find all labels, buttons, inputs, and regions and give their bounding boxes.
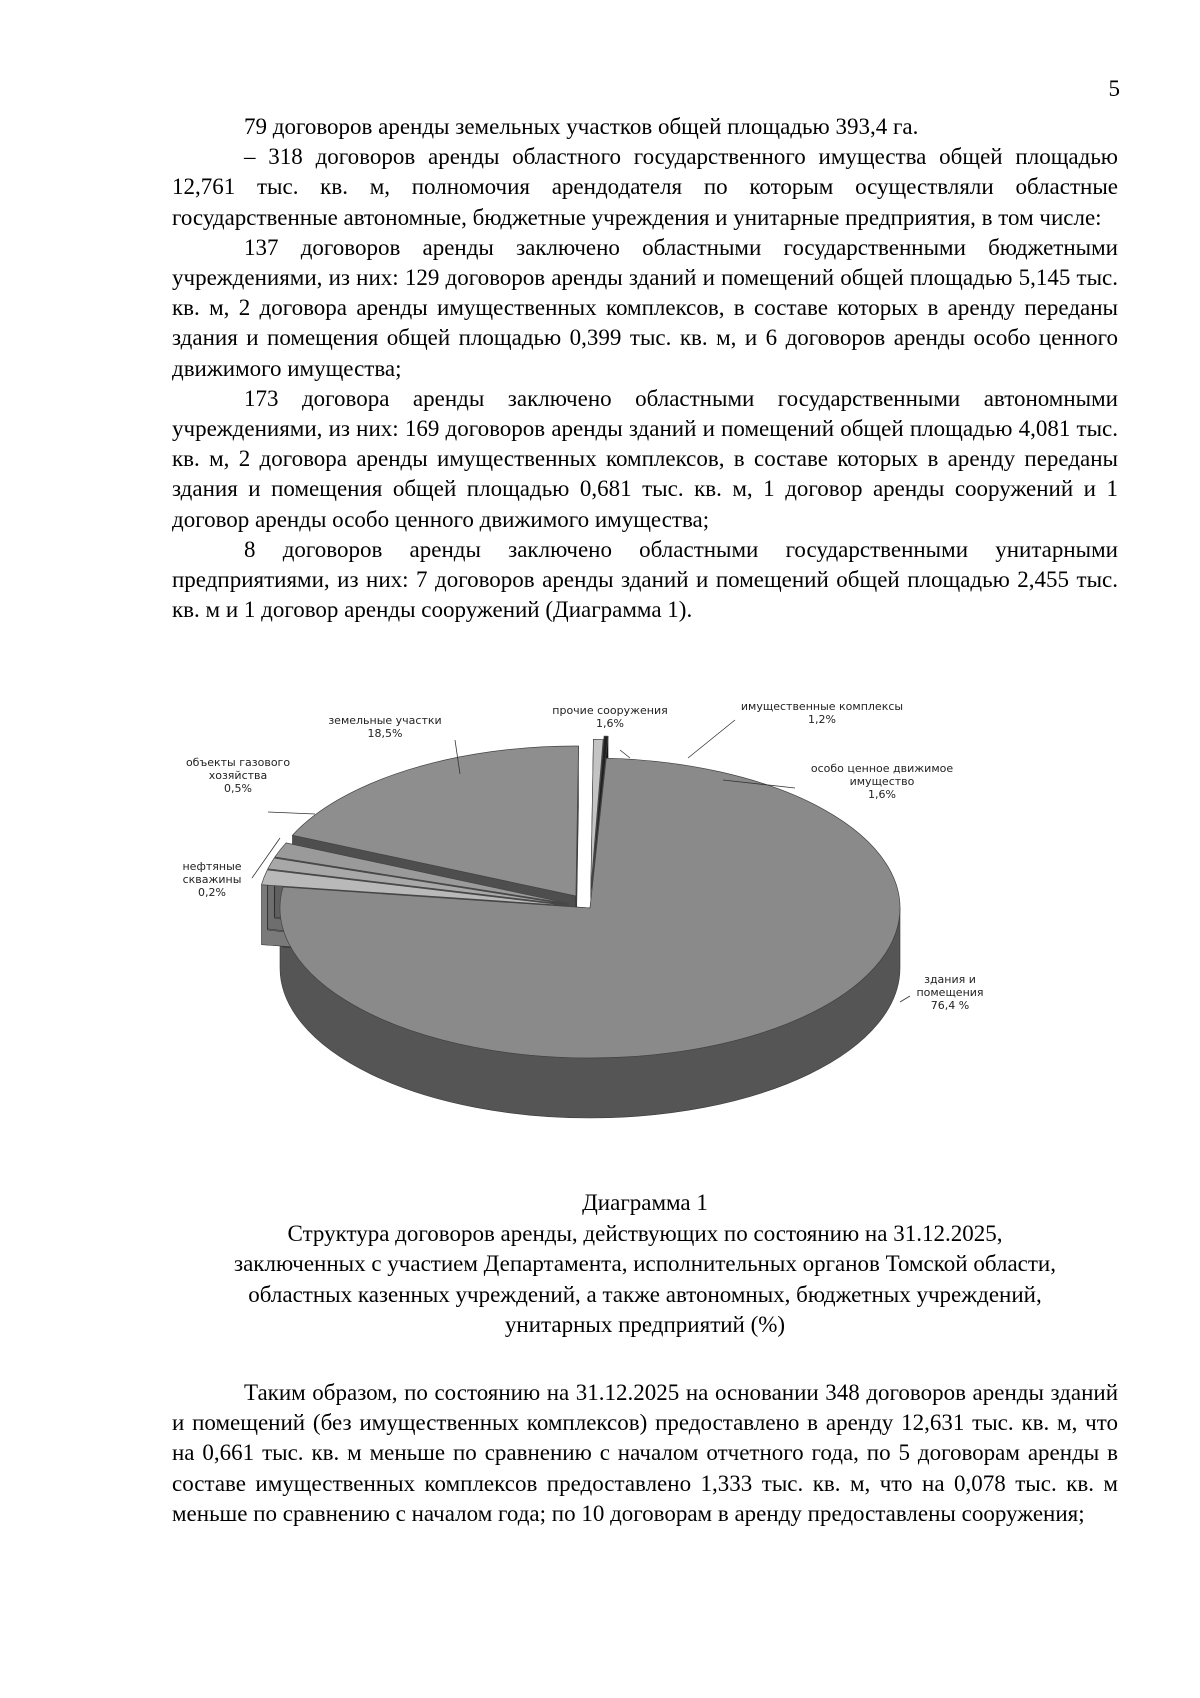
slice-label-1-1: имущество [849,775,915,788]
paragraph-summary: Таким образом, по состоянию на 31.12.2025 на основании 348 договоров аренды зданий и помещений (без имущественных комплексов) предоставлено в аренду 12,631 тыс. кв. м, что на 0,661 тыс. кв. м меньше по сравнению с началом отчетного года, по 5 договорам аренды в составе имущественных комплексов предоставлено 1,333 тыс. кв. м, что на 0,078 тыс. кв. м меньше по сравнению с началом года; по 10 договорам в аренду предоставлены сооружения; [172,1380,1118,1526]
pie-chart-svg [182,700,1060,1168]
caption-line-2: заключенных с участием Департамента, исполнительных органов Томской области, [234,1251,1056,1276]
chart-caption [172,1188,1118,1341]
caption-line-1: Структура договоров аренды, действующих по состоянию на 31.12.2025, [287,1220,1003,1246]
caption-line-4: унитарных предприятий (%) [504,1312,786,1337]
paragraph-autonomous-institutions: 173 договора аренды заключено областными государственными автономными учреждениями, из них: 169 договоров аренды зданий и помещений общей площадью 4,081 тыс. кв. м, 2 договора аренды имущественных комплексов, в составе которых в аренду переданы здания и помещения общей площадью 0,681 тыс. кв. м, 1 договор аренды сооружений и 1 договор аренды особо ценного движимого имущества; [172,385,1118,532]
leader-line-2 [688,720,735,758]
caption-line-3: областных казенных учреждений, а также автономных, бюджетных учреждений, [248,1281,1042,1307]
slice-value-label-5: 0,5% [224,782,252,795]
slice-value-label-1: 1,6% [868,788,896,801]
summary-text [172,1378,1118,1529]
slice-value-label-0: 76,4 % [930,999,970,1012]
leader-line-0 [900,996,910,1002]
paragraph-land-leases: 79 договоров аренды земельных участков общей площадью 393,4 га. [244,114,919,139]
slice-value-label-4: 18,5% [367,727,403,740]
slice-label-6-1: скважины [182,873,242,886]
slice-value-label-3: 1,6% [596,717,624,730]
slice-value-label-6: 0,2% [198,886,226,899]
caption-diagram-number: Диаграмма 1 [582,1190,708,1215]
slice-label-3-0: прочие сооружения [552,704,668,717]
slice-label-5-1: хозяйства [208,769,268,782]
paragraph-unitary-enterprises: 8 договоров аренды заключено областными государственными унитарными предприятиями, из них: 7 договоров аренды зданий и помещений общей площадью 2,455 тыс. кв. м и 1 договор аренды сооружений (Диаграмма 1). [172,536,1118,623]
slice-label-5-0: объекты газового [185,756,291,769]
intro-text [172,112,1118,625]
pie-chart [182,700,1060,1168]
slice-label-4-0: земельные участки [328,714,442,727]
slice-label-0-1: помещения [916,986,984,999]
slice-label-6-0: нефтяные [182,860,242,873]
slice-label-2-0: имущественные комплексы [740,700,904,713]
slice-label-0-0: здания и [924,973,976,986]
slice-label-1-0: особо ценное движимое [810,762,954,775]
page-number: 5 [1108,76,1120,101]
paragraph-budget-institutions: 137 договоров аренды заключено областными государственными бюджетными учреждениями, из них: 129 договоров аренды зданий и помещений общей площадью 5,145 тыс. кв. м, 2 договора аренды имущественных комплексов, в составе которых в аренду переданы здания и помещения общей площадью 0,399 тыс. кв. м, и 6 договоров аренды особо ценного движимого имущества; [172,234,1118,381]
leader-line-3 [620,750,630,758]
slice-value-label-2: 1,2% [808,713,836,726]
paragraph-regional-property: – 318 договоров аренды областного государственного имущества общей площадью 12,761 тыс. кв. м, полномочия арендодателя по которым осуществляли областные государственные автономные, бюджетные учреждения и унитарные предприятия, в том числе: [172,144,1118,230]
leader-line-5 [268,812,315,814]
